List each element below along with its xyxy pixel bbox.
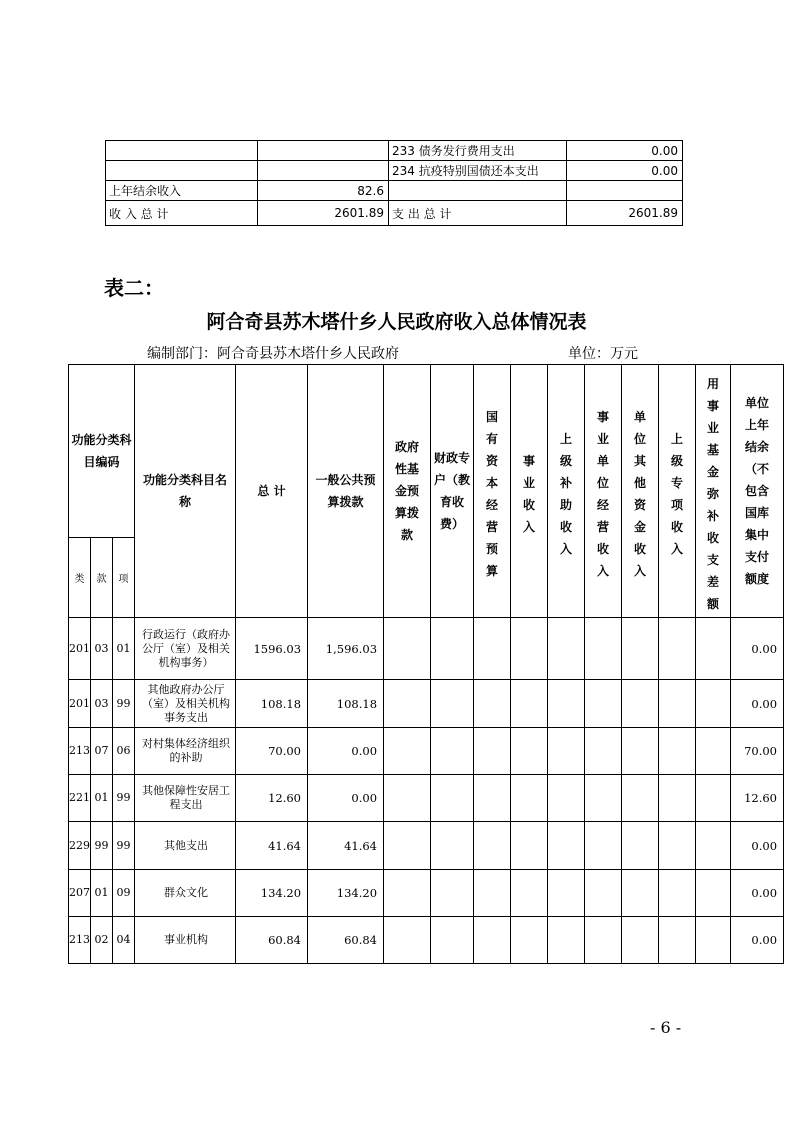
header-code-kuan: 款 [91, 538, 113, 618]
code-kuan-cell: 02 [91, 917, 113, 964]
prev-surplus-cell: 0.00 [731, 822, 784, 870]
general-budget-cell: 108.18 [308, 680, 384, 728]
empty-cell [474, 917, 511, 964]
header-other-funds-text: 单位其他资金收入 [634, 410, 647, 578]
empty-cell [511, 618, 548, 680]
category-name-cell: 对村集体经济组织的补助 [135, 728, 236, 775]
table-row [69, 618, 784, 680]
empty-cell [659, 917, 696, 964]
empty-cell [384, 775, 431, 822]
header-code-lei: 类 [69, 538, 91, 618]
empty-cell [384, 618, 431, 680]
header-total: 总 计 [236, 365, 308, 618]
header-code-xiang: 项 [113, 538, 135, 618]
empty-cell [474, 775, 511, 822]
empty-cell [474, 822, 511, 870]
header-superior-special-text: 上级专项收入 [671, 432, 684, 556]
general-budget-cell: 0.00 [308, 728, 384, 775]
empty-cell [696, 917, 731, 964]
code-xiang-cell: 06 [113, 728, 135, 775]
empty-cell [431, 680, 474, 728]
empty-cell [511, 728, 548, 775]
empty-cell [585, 618, 622, 680]
summary-right-value: 2601.89 [567, 201, 683, 226]
empty-cell [431, 775, 474, 822]
category-name-cell: 其他支出 [135, 822, 236, 870]
category-name-cell: 群众文化 [135, 870, 236, 917]
code-lei-cell: 207 [69, 870, 91, 917]
header-name [135, 365, 236, 618]
header-business-income-text: 事业收入 [523, 454, 536, 534]
empty-cell [384, 870, 431, 917]
empty-cell [384, 917, 431, 964]
empty-cell [696, 822, 731, 870]
prev-surplus-cell: 0.00 [731, 870, 784, 917]
empty-cell [548, 680, 585, 728]
page-number: - 6 - [650, 1018, 682, 1037]
summary-row [106, 141, 683, 161]
summary-row [106, 161, 683, 181]
empty-cell [622, 618, 659, 680]
header-affiliate-business [585, 365, 622, 618]
code-kuan-cell: 03 [91, 618, 113, 680]
header-fiscal-special [431, 365, 474, 618]
empty-cell [431, 728, 474, 775]
section-label: 表二： [104, 276, 164, 300]
empty-cell [696, 618, 731, 680]
empty-cell [622, 822, 659, 870]
empty-cell [659, 870, 696, 917]
header-affiliate-business-text: 事业单位经营收入 [597, 410, 610, 578]
summary-left-label: 收 入 总 计 [106, 201, 258, 226]
table-row [69, 728, 784, 775]
header-gov-fund-text: 政府性基金预算拨款 [395, 440, 420, 542]
table-row [69, 822, 784, 870]
code-kuan-cell: 01 [91, 775, 113, 822]
page-title: 阿合奇县苏木塔什乡人民政府收入总体情况表 [206, 311, 587, 333]
code-kuan-cell: 03 [91, 680, 113, 728]
empty-cell [384, 822, 431, 870]
total-cell: 12.60 [236, 775, 308, 822]
category-name-cell: 行政运行（政府办公厅（室）及相关机构事务） [135, 618, 236, 680]
empty-cell [431, 917, 474, 964]
table-row [69, 680, 784, 728]
empty-cell [585, 680, 622, 728]
header-prev-surplus [731, 365, 784, 618]
empty-cell [696, 680, 731, 728]
summary-table-body [106, 141, 683, 226]
total-cell: 70.00 [236, 728, 308, 775]
table-body [69, 618, 784, 964]
empty-cell [511, 917, 548, 964]
code-xiang-cell: 09 [113, 870, 135, 917]
header-fiscal-special-text: 财政专户（教育收费） [434, 451, 471, 531]
header-superior-special [659, 365, 696, 618]
summary-total-row [106, 201, 683, 226]
compiler-label: 编制部门：阿合奇县苏木塔什乡人民政府 [147, 346, 399, 362]
summary-left-label [106, 161, 258, 181]
code-kuan-cell: 07 [91, 728, 113, 775]
header-general-budget [308, 365, 384, 618]
empty-cell [548, 775, 585, 822]
summary-right-label: 233 债务发行费用支出 [389, 141, 567, 161]
empty-cell [659, 775, 696, 822]
empty-cell [696, 870, 731, 917]
header-superior-subsidy [548, 365, 585, 618]
empty-cell [384, 680, 431, 728]
empty-cell [474, 870, 511, 917]
code-kuan-cell: 99 [91, 822, 113, 870]
summary-right-value: 0.00 [567, 161, 683, 181]
total-cell: 41.64 [236, 822, 308, 870]
header-general-budget-text: 一般公共预算拨款 [315, 473, 376, 509]
summary-left-value [258, 161, 389, 181]
code-lei-cell: 213 [69, 917, 91, 964]
category-name-cell: 事业机构 [135, 917, 236, 964]
header-superior-subsidy-text: 上级补助收入 [560, 432, 573, 556]
summary-right-label: 234 抗疫特别国债还本支出 [389, 161, 567, 181]
header-name-text: 功能分类科目名称 [143, 473, 228, 509]
empty-cell [431, 822, 474, 870]
empty-cell [548, 870, 585, 917]
summary-left-value [258, 141, 389, 161]
empty-cell [384, 728, 431, 775]
summary-left-value: 2601.89 [258, 201, 389, 226]
total-cell: 1596.03 [236, 618, 308, 680]
empty-cell [696, 728, 731, 775]
table-header [69, 365, 784, 618]
empty-cell [696, 775, 731, 822]
header-prev-surplus-text: 单位上年结余（不包含国库集中支付额度 [745, 396, 770, 586]
unit-label: 单位：万元 [568, 346, 638, 362]
summary-right-label [389, 181, 567, 201]
summary-right-label: 支 出 总 计 [389, 201, 567, 226]
code-lei-cell: 221 [69, 775, 91, 822]
header-code-group [69, 365, 135, 538]
general-budget-cell: 0.00 [308, 775, 384, 822]
total-cell: 60.84 [236, 917, 308, 964]
header-fund-balance-text: 用事业基金弥补收支差额 [707, 377, 720, 611]
income-table [68, 364, 784, 964]
empty-cell [511, 870, 548, 917]
code-kuan-cell: 01 [91, 870, 113, 917]
code-lei-cell: 213 [69, 728, 91, 775]
summary-left-label: 上年结余收入 [106, 181, 258, 201]
general-budget-cell: 60.84 [308, 917, 384, 964]
code-lei-cell: 201 [69, 680, 91, 728]
empty-cell [659, 728, 696, 775]
header-state-capital [474, 365, 511, 618]
prev-surplus-cell: 0.00 [731, 618, 784, 680]
empty-cell [511, 775, 548, 822]
empty-cell [474, 680, 511, 728]
header-state-capital-text: 国有资本经营预算 [486, 410, 499, 578]
table-row [69, 775, 784, 822]
total-cell: 134.20 [236, 870, 308, 917]
total-cell: 108.18 [236, 680, 308, 728]
empty-cell [585, 728, 622, 775]
empty-cell [511, 680, 548, 728]
empty-cell [548, 728, 585, 775]
empty-cell [622, 775, 659, 822]
empty-cell [585, 917, 622, 964]
code-xiang-cell: 01 [113, 618, 135, 680]
empty-cell [431, 870, 474, 917]
empty-cell [622, 870, 659, 917]
empty-cell [474, 728, 511, 775]
header-other-funds [622, 365, 659, 618]
prev-surplus-cell: 12.60 [731, 775, 784, 822]
empty-cell [548, 822, 585, 870]
empty-cell [622, 680, 659, 728]
header-gov-fund [384, 365, 431, 618]
empty-cell [585, 775, 622, 822]
code-lei-cell: 229 [69, 822, 91, 870]
empty-cell [622, 728, 659, 775]
code-lei-cell: 201 [69, 618, 91, 680]
code-xiang-cell: 99 [113, 775, 135, 822]
summary-row [106, 181, 683, 201]
general-budget-cell: 134.20 [308, 870, 384, 917]
empty-cell [585, 870, 622, 917]
empty-cell [659, 822, 696, 870]
summary-table [105, 140, 683, 226]
header-fund-balance [696, 365, 731, 618]
table-row [69, 870, 784, 917]
prev-surplus-cell: 0.00 [731, 917, 784, 964]
general-budget-cell: 41.64 [308, 822, 384, 870]
empty-cell [659, 680, 696, 728]
summary-right-value: 0.00 [567, 141, 683, 161]
empty-cell [585, 822, 622, 870]
code-xiang-cell: 99 [113, 822, 135, 870]
empty-cell [548, 917, 585, 964]
general-budget-cell: 1,596.03 [308, 618, 384, 680]
header-code-group-text: 功能分类科目编码 [71, 433, 132, 469]
empty-cell [622, 917, 659, 964]
prev-surplus-cell: 0.00 [731, 680, 784, 728]
summary-right-value [567, 181, 683, 201]
category-name-cell: 其他保障性安居工程支出 [135, 775, 236, 822]
empty-cell [431, 618, 474, 680]
header-business-income [511, 365, 548, 618]
category-name-cell: 其他政府办公厅（室）及相关机构事务支出 [135, 680, 236, 728]
table-row [69, 917, 784, 964]
summary-left-label [106, 141, 258, 161]
empty-cell [474, 618, 511, 680]
empty-cell [511, 822, 548, 870]
empty-cell [548, 618, 585, 680]
code-xiang-cell: 99 [113, 680, 135, 728]
code-xiang-cell: 04 [113, 917, 135, 964]
summary-left-value: 82.6 [258, 181, 389, 201]
empty-cell [659, 618, 696, 680]
prev-surplus-cell: 70.00 [731, 728, 784, 775]
